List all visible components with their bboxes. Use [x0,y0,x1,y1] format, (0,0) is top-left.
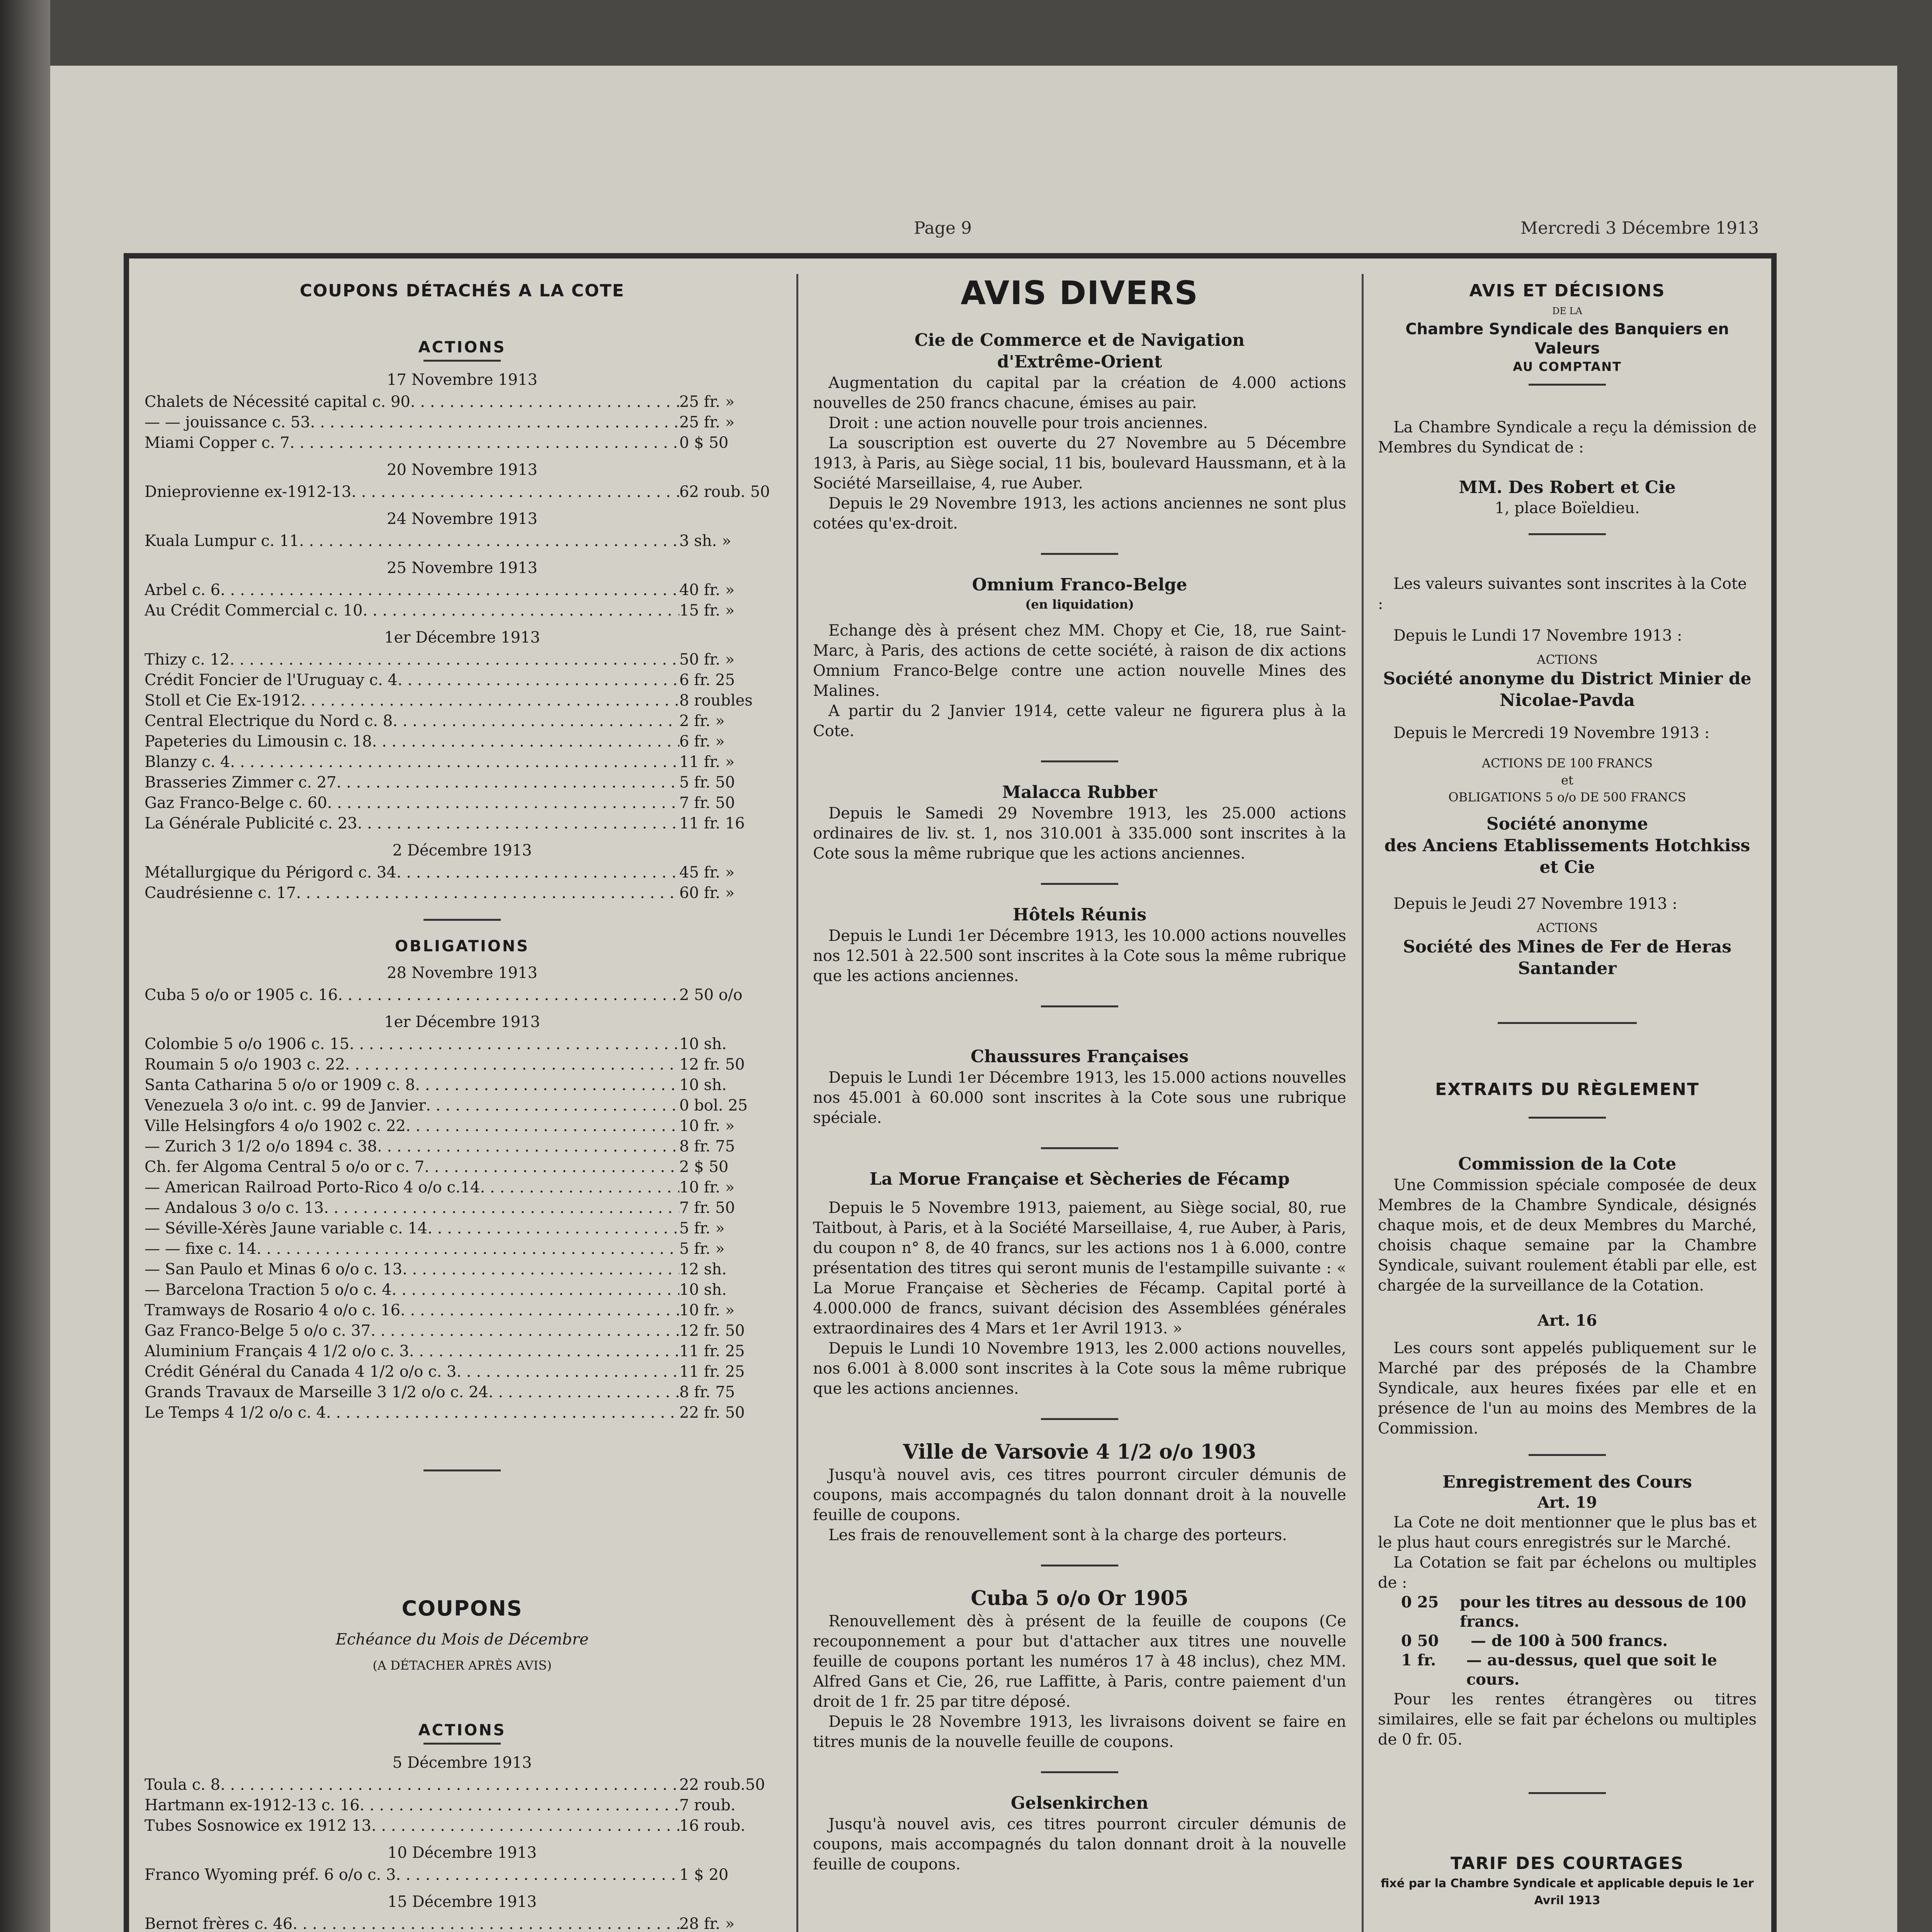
listed-company: Société anonyme [1486,814,1648,834]
reglement-text: Pour les rentes étrangères ou titres similaires, elle se fait par échelons ou multiples de 0 fr. 05. [1378,1690,1757,1748]
leader-dots [326,1403,679,1423]
leader-dots [396,862,679,883]
coupon-row [145,813,780,834]
coupon-amount: 0 bol. 25 [679,1097,748,1114]
coupon-amount: 45 fr. » [679,864,735,881]
coupon-amount: 7 roub. [679,1796,736,1814]
coupon-amount: 6 fr. 25 [679,671,735,689]
security-name: Dnieprovienne ex-1912-13 [145,483,352,501]
security-name: Ville Helsingfors 4 o/o 1902 c. 22 [145,1117,406,1135]
notice-subtitle: (en liquidation) [1025,597,1134,612]
security-name: Papeteries du Limousin c. 18 [145,733,372,750]
security-name: Au Crédit Commercial c. 10 [145,602,363,619]
security-name: Brasseries Zimmer c. 27 [145,774,337,791]
date-heading: 15 Décembre 1913 [387,1893,537,1911]
date-heading: 28 Novembre 1913 [387,964,537,982]
leader-dots [371,1816,679,1836]
date-heading: 10 Décembre 1913 [387,1844,537,1862]
notice-text: Renouvellement dès à présent de la feuille de coupons (Ce recouponnement a pour but d'attacher aux titres une nouvelle feuille de coupons portant les numéros 17 à 48 inclus), chez MM. Alfred Gans et Cie, 26, rue Laffitte, à Paris, contre paiement d'un droit de 1 fr. 25 par titre déposé. [813,1612,1346,1711]
leader-dots [400,1300,679,1321]
security-name: Toula c. 8 [145,1776,221,1794]
notice-text: Depuis le 28 Novembre 1913, les livraisons doivent se faire en titres munis de la nouvelle feuille de coupons. [813,1713,1346,1751]
coupon-amount: 16 roub. [679,1817,745,1835]
coupon-row [145,1075,780,1095]
notice-text: Jusqu'à nouvel avis, ces titres pourront circuler démunis de coupons, mais accompagnés du talon donnant droit à la nouvelle feuille de coupons. [813,1466,1346,1524]
notice-text: Depuis le 5 Novembre 1913, paiement, au Siège social, 80, rue Taitbout, à Paris, et à la Société Marseillaise, 4, rue Auber, à Paris, du coupon n° 8, de 40 francs, sur les actions nos 1 à 6.000, contre présentation des titres qui seront munis de l'estampille suivante : « La Morue Française et Sècheries de Fécamp. Capital porté à 4.000.000 de francs, suivant décision des Assemblées générales extraordinaires des 4 Mars et 1er Avril 1913. » [813,1199,1346,1337]
coupon-amount: 10 fr. » [679,1179,735,1196]
security-name: — Barcelona Traction 5 o/o c. 4 [145,1281,392,1299]
security-name: Crédit Foncier de l'Uruguay c. 4 [145,671,398,689]
actions-heading: ACTIONS [418,1721,506,1739]
coupon-amount: 10 sh. [679,1281,727,1299]
leader-dots [257,1239,679,1259]
coupon-row [145,1403,780,1423]
notice-text: A partir du 2 Janvier 1914, cette valeur ne figurera plus à la Cote. [813,702,1346,740]
date-heading: 17 Novembre 1913 [387,371,537,389]
notice-title: Hôtels Réunis [1012,905,1147,925]
security-name: Tubes Sosnowice ex 1912 13 [145,1817,371,1835]
notice-text: Augmentation du capital par la création de 4.000 actions nouvelles de 250 francs chacune, émises au pair. [813,374,1346,412]
security-name: — American Railroad Porto-Rico 4 o/o c.14 [145,1179,480,1196]
leader-dots [345,1054,679,1075]
reglement-text: Les cours sont appelés publiquement sur le Marché par des préposés de la Chambre Syndicale, aux heures fixées par elle et en présence de l'un au moins des Membres de la Commission. [1378,1339,1757,1437]
rule [423,360,501,362]
leader-dots [230,650,679,670]
leader-dots [402,1259,679,1280]
echelons-list [1378,1593,1757,1689]
coupon-row [145,752,780,772]
leader-dots [424,1157,679,1177]
leader-dots [349,1034,679,1054]
leader-dots [488,1382,679,1403]
date-heading: 25 Novembre 1913 [387,559,537,577]
reglement-heading: Enregistrement des Cours [1442,1472,1692,1492]
leader-dots [310,412,679,433]
coupon-row [145,690,780,711]
notice-title: Gelsenkirchen [1010,1793,1149,1813]
book-spine [0,0,50,1932]
coupon-amount: 12 sh. [679,1260,727,1278]
rule [1041,760,1118,762]
coupon-row [145,1218,780,1239]
security-name: Thizy c. 12 [145,651,230,668]
notice-text: Echange dès à présent chez MM. Chopy et Cie, 18, rue Saint-Marc, à Paris, des actions de cette société, à raison de dix actions Omnium Franco-Belge contre une action nouvelle Mines des Malines. [813,622,1346,700]
coupon-row [145,1136,780,1157]
avis-divers-title: AVIS DIVERS [961,274,1199,312]
coupon-row [145,1157,780,1177]
security-name: Hartmann ex-1912-13 c. 16 [145,1796,360,1814]
listed-company: Société anonyme du District Minier de Nicolae-Pavda [1383,669,1752,710]
column-coupons [145,268,780,1932]
rule [1529,1117,1606,1119]
coupon-amount: 2 $ 50 [679,1158,729,1176]
security-name: — Séville-Xérès Jaune variable c. 14 [145,1219,428,1237]
leader-dots [426,1095,679,1116]
leader-dots [427,1218,679,1239]
echelon-row [1378,1593,1757,1631]
leader-dots [410,392,679,412]
echelon-text: — de 100 à 500 francs. [1471,1632,1668,1650]
avis-decisions-title: AVIS ET DÉCISIONS [1469,281,1665,301]
notice-title: Cie de Commerce et de Navigation [914,330,1245,350]
leader-dots [409,1341,679,1362]
coupon-row [145,772,780,793]
echelon-amount: 1 fr. [1401,1651,1436,1669]
security-name: Bernot frères c. 46 [145,1915,293,1932]
coupon-amount: 10 fr. » [679,1301,735,1319]
security-name: La Générale Publicité c. 23 [145,815,357,832]
notice-title: d'Extrême-Orient [997,352,1162,372]
security-name: Gaz Franco-Belge c. 60 [145,794,327,812]
coupon-amount: 8 fr. 75 [679,1383,735,1401]
coupon-row [145,1795,780,1816]
coupon-row [145,1054,780,1075]
coupon-row [145,1198,780,1218]
column-rule [796,274,798,1932]
coupon-amount: 25 fr. » [679,413,735,431]
coupon-row [145,1095,780,1116]
coupon-amount: 11 fr. 16 [679,815,745,832]
rule [1041,1771,1118,1773]
coupon-amount: 6 fr. » [679,733,725,750]
coupon-row [145,883,780,903]
article-number: Art. 19 [1537,1493,1597,1512]
obligations-heading: OBLIGATIONS [395,937,529,955]
rule [1529,1454,1606,1456]
security-name: — San Paulo et Minas 6 o/o c. 13 [145,1260,403,1278]
security-name: Cuba 5 o/o or 1905 c. 16 [145,986,338,1004]
coupon-amount: 0 $ 50 [679,434,729,452]
coupon-amount: 10 sh. [679,1035,727,1053]
column-avis-divers [813,268,1346,1932]
coupon-row [145,711,780,731]
date-heading: 20 Novembre 1913 [387,461,537,479]
notice-title: Malacca Rubber [1002,782,1157,802]
leader-dots [220,580,679,600]
security-name: — — fixe c. 14 [145,1240,257,1258]
leader-dots [299,531,679,551]
extraits-title: EXTRAITS DU RÈGLEMENT [1435,1080,1699,1099]
rule [1529,1792,1606,1794]
listed-company: des Anciens Etablissements Hotchkiss et Cie [1384,836,1750,877]
coupon-amount: 60 fr. » [679,884,735,902]
date-heading: 5 Décembre 1913 [392,1754,532,1772]
date-heading: 1er Décembre 1913 [384,1013,540,1031]
coupon-row [145,1382,780,1403]
au-comptant-title: AU COMPTANT [1513,359,1622,374]
chambre-syndicale-title: Chambre Syndicale des Banquiers en Valeurs [1405,320,1729,357]
leader-dots [371,1321,679,1341]
security-name: Miami Copper c. 7 [145,434,290,452]
coupon-amount: 12 fr. 50 [679,1056,745,1073]
notice-text: Depuis le Samedi 29 Novembre 1913, les 25.000 actions ordinaires de liv. st. 1, nos 310.001 à 335.000 sont inscrites à la Cote sous la même rubrique que les actions anciennes. [813,804,1346,862]
security-name: Venezuela 3 o/o int. c. 99 de Janvier [145,1097,426,1114]
coupon-row [145,731,780,752]
leader-dots [396,1865,679,1885]
leader-dots [406,1116,679,1136]
notice-text: La souscription est ouverte du 27 Novembre au 5 Décembre 1913, à Paris, au Siège social, 11 bis, boulevard Haussmann, et à la Société Marseillaise, 4, rue Auber. [813,434,1346,492]
leader-dots [357,813,679,834]
actions-heading: ACTIONS [418,338,506,356]
coupon-row [145,1034,780,1054]
coupons-note: (A DÉTACHER APRÈS AVIS) [372,1658,552,1673]
date-heading: 24 Novembre 1913 [387,510,537,528]
coupon-amount: 25 fr. » [679,393,735,411]
rule [1041,1565,1118,1566]
leader-dots [338,985,679,1005]
coupon-amount: 5 fr. 50 [679,774,735,791]
coupon-row [145,1341,780,1362]
date-heading: 2 Décembre 1913 [392,842,532,859]
coupon-amount: 22 roub.50 [679,1776,765,1794]
notice-title: Ville de Varsovie 4 1/2 o/o 1903 [903,1440,1257,1464]
security-name: — Andalous 3 o/o c. 13 [145,1199,324,1217]
leader-dots [296,883,679,903]
coupon-amount: 3 sh. » [679,532,731,550]
coupon-row [145,531,780,551]
coupon-obligations-list [145,963,780,1423]
notice-text: Depuis le 29 Novembre 1913, les actions anciennes ne sont plus cotées qu'ex-droit. [813,495,1346,532]
rule [1041,1418,1118,1420]
echelon-row [1378,1651,1757,1689]
coupon-actions-list [145,370,780,903]
decision-date: Depuis le Mercredi 19 Novembre 1913 : [1393,724,1710,742]
coupon-amount: 5 fr. » [679,1240,725,1258]
security-name: Le Temps 4 1/2 o/o c. 4 [145,1404,326,1422]
coupon-amount: 1 $ 20 [679,1866,729,1884]
coupon-amount: 22 fr. 50 [679,1404,745,1422]
coupon-row [145,650,780,670]
security-name: Ch. fer Algoma Central 5 o/o or c. 7 [145,1158,425,1176]
coupon-amount: 8 fr. 75 [679,1138,735,1155]
leader-dots [293,1914,679,1932]
security-name: Blanzy c. 4 [145,753,230,771]
rule [1529,384,1606,386]
leader-dots [372,731,679,752]
security-name: Tramways de Rosario 4 o/o c. 16 [145,1301,401,1319]
coupon-amount: 11 fr. 25 [679,1342,745,1360]
decision-label: ACTIONS DE 100 FRANCS [1481,756,1653,770]
date-heading: 1er Décembre 1913 [384,629,540,646]
coupon-amount: 7 fr. 50 [679,794,735,812]
reglement-heading: Commission de la Cote [1458,1154,1677,1174]
notice-text: Jusqu'à nouvel avis, ces titres pourront circuler démunis de coupons, mais accompagnés du talon donnant droit à la nouvelle feuille de coupons. [813,1815,1346,1873]
leader-dots [393,711,679,731]
coupon-amount: 11 fr. 25 [679,1363,745,1381]
coupon-row [145,1914,780,1932]
coupon-amount: 40 fr. » [679,581,735,599]
column-rule [1362,274,1364,1932]
coupon-amount: 62 roub. 50 [679,483,770,501]
security-name: Grands Travaux de Marseille 3 1/2 o/o c. 24 [145,1383,488,1401]
echelon-row [1378,1631,1757,1651]
coupon-row [145,1816,780,1836]
listed-company: Société des Mines de Fer de Heras Santander [1403,937,1732,978]
leader-dots [351,482,679,502]
coupon-amount: 8 roubles [679,692,753,709]
coupon-amount: 10 sh. [679,1076,727,1094]
leader-dots [230,752,679,772]
rule [1041,553,1118,555]
reglement-text: Une Commission spéciale composée de deux Membres de la Chambre Syndicale, désignés chaque mois, et de deux Membres du Marché, choisis chaque semaine par la Chambre Syndicale, suivant roulement établi par elle, est chargée de la surveillance de la Cotation. [1378,1176,1757,1294]
coupon-row [145,1321,780,1341]
coupon-amount: 15 fr. » [679,602,735,619]
decision-label: ACTIONS [1537,652,1598,667]
coupon-amount: 7 fr. 50 [679,1199,735,1217]
security-name: — — jouissance c. 53 [145,413,310,431]
coupon-row [145,985,780,1005]
rule [423,919,501,921]
security-name: Chalets de Nécessité capital c. 90 [145,393,410,411]
rule [423,1743,501,1745]
decision-label: et [1561,773,1573,787]
leader-dots [398,670,679,690]
notice-title: Chaussures Françaises [970,1047,1189,1066]
coupon-amount: 12 fr. 50 [679,1322,745,1340]
coupon-amount: 50 fr. » [679,651,735,668]
coupon-row [145,1362,780,1382]
page-date: Mercredi 3 Décembre 1913 [1520,218,1759,238]
article-number: Art. 16 [1537,1311,1597,1330]
notice-text: Droit : une action nouvelle pour trois anciennes. [828,414,1208,432]
coupon-amount: 10 fr. » [679,1117,735,1135]
security-name: Roumain 5 o/o 1903 c. 22 [145,1056,345,1073]
coupon-row [145,1865,780,1885]
leader-dots [327,793,679,813]
rule [1529,533,1606,535]
coupon-row [145,1259,780,1280]
reglement-text: La Cote ne doit mentionner que le plus bas et le plus haut cours enregistrés sur le Marché. [1378,1514,1757,1551]
leader-dots [324,1198,679,1218]
coupon-row [145,580,780,600]
notice-text: Les frais de renouvellement sont à la charge des porteurs. [828,1526,1287,1544]
column-avis-decisions [1378,268,1757,1932]
security-name: Central Electrique du Nord c. 8 [145,712,393,730]
notice-title: La Morue Française et Sècheries de Fécamp [869,1169,1290,1189]
coupon-row [145,1280,780,1300]
coupon-row [145,600,780,621]
coupon-row [145,1177,780,1198]
avis-decisions-de-la: DE LA [1552,306,1582,316]
rule [1498,1022,1637,1024]
coupon-row [145,482,780,502]
coupons-title: COUPONS [401,1596,523,1621]
coupon-row [145,1116,780,1136]
security-name: Caudrésienne c. 17 [145,884,296,902]
rule [1041,1147,1118,1149]
coupon-row [145,1300,780,1321]
echelon-text: — au-dessus, quel que soit le cours. [1466,1651,1717,1689]
security-name: — Zurich 3 1/2 o/o 1894 c. 38 [145,1138,377,1155]
coupon-amount: 28 fr. » [679,1915,735,1932]
notice-text: Depuis le Lundi 1er Décembre 1913, les 15.000 actions nouvelles nos 45.001 à 60.000 sont inscrites à la Cote sous une rubrique spéciale. [813,1069,1346,1127]
leader-dots [480,1177,680,1198]
security-name: Arbel c. 6 [145,581,221,599]
coupon-row [145,1239,780,1259]
security-name: Stoll et Cie Ex-1912 [145,692,301,709]
coupons-subtitle: Echéance du Mois de Décembre [335,1631,589,1648]
decision-date: Depuis le Jeudi 27 Novembre 1913 : [1393,895,1677,913]
decision-label: ACTIONS [1537,920,1598,935]
coupon-row [145,862,780,883]
coupon-row [145,793,780,813]
coupon-row [145,433,780,453]
member-name: MM. Des Robert et Cie [1459,478,1676,497]
coupon-row [145,1775,780,1795]
echelon-text: pour les titres au dessous de 100 francs. [1460,1593,1747,1631]
leader-dots [337,772,679,793]
coupon-row [145,412,780,433]
member-address: 1, place Boïeldieu. [1495,499,1640,517]
leader-dots [377,1136,679,1157]
leader-dots [301,690,679,711]
decision-label: OBLIGATIONS 5 o/o DE 500 FRANCS [1448,790,1686,804]
echelon-amount: 0 50 [1401,1632,1439,1650]
coupon-row [145,670,780,690]
tarif-subtitle: fixé par la Chambre Syndicale et applicable depuis le 1er Avril 1913 [1381,1877,1754,1907]
notice-text: Depuis le Lundi 10 Novembre 1913, les 2.000 actions nouvelles, nos 6.001 à 8.000 sont inscrites à la Cote sous la même rubrique que les actions anciennes. [813,1340,1346,1398]
coupon-amount: 11 fr. » [679,753,735,771]
decision-text: Les valeurs suivantes sont inscrites à la Cote : [1378,575,1747,613]
notice-text: Depuis le Lundi 1er Décembre 1913, les 10.000 actions nouvelles nos 12.501 à 22.500 sont inscrites à la Cote sous la même rubrique que les actions anciennes. [813,927,1346,985]
notice-title: Omnium Franco-Belge [972,575,1187,595]
rule [423,1469,501,1471]
content-frame [124,253,1777,1932]
security-name: Métallurgique du Périgord c. 34 [145,864,396,881]
leader-dots [363,600,679,621]
security-name: Gaz Franco-Belge 5 o/o c. 37 [145,1322,371,1340]
security-name: Colombie 5 o/o 1906 c. 15 [145,1035,350,1053]
leader-dots [360,1795,679,1816]
leader-dots [392,1280,679,1300]
reglement-text: La Cotation se fait par échelons ou multiples de : [1378,1554,1757,1592]
leader-dots [456,1362,679,1382]
security-name: Santa Catharina 5 o/o or 1909 c. 8 [145,1076,415,1094]
coupon-amount: 2 fr. » [679,712,725,730]
coupons-detaches-title: COUPONS DÉTACHÉS A LA COTE [299,281,625,301]
notice-title: Cuba 5 o/o Or 1905 [971,1587,1189,1610]
page-number: Page 9 [914,218,972,238]
leader-dots [415,1075,679,1095]
security-name: Aluminium Français 4 1/2 o/o c. 3 [145,1342,409,1360]
leader-dots [290,433,679,453]
security-name: Kuala Lumpur c. 11 [145,532,299,550]
decision-date: Depuis le Lundi 17 Novembre 1913 : [1393,627,1682,645]
coupon-actions-list [145,1753,780,1932]
decision-text: La Chambre Syndicale a reçu la démission de Membres du Syndicat de : [1378,418,1757,456]
security-name: Franco Wyoming préf. 6 o/o c. 3 [145,1866,396,1884]
security-name: Crédit Général du Canada 4 1/2 o/o c. 3 [145,1363,457,1381]
rule [1041,1005,1118,1007]
coupon-amount: 2 50 o/o [679,986,743,1004]
coupon-amount: 5 fr. » [679,1219,725,1237]
coupon-row [145,392,780,412]
echelon-amount: 0 25 [1401,1593,1439,1611]
tarif-title: TARIF DES COURTAGES [1451,1854,1684,1873]
leader-dots [220,1775,679,1795]
rule [1041,883,1118,885]
